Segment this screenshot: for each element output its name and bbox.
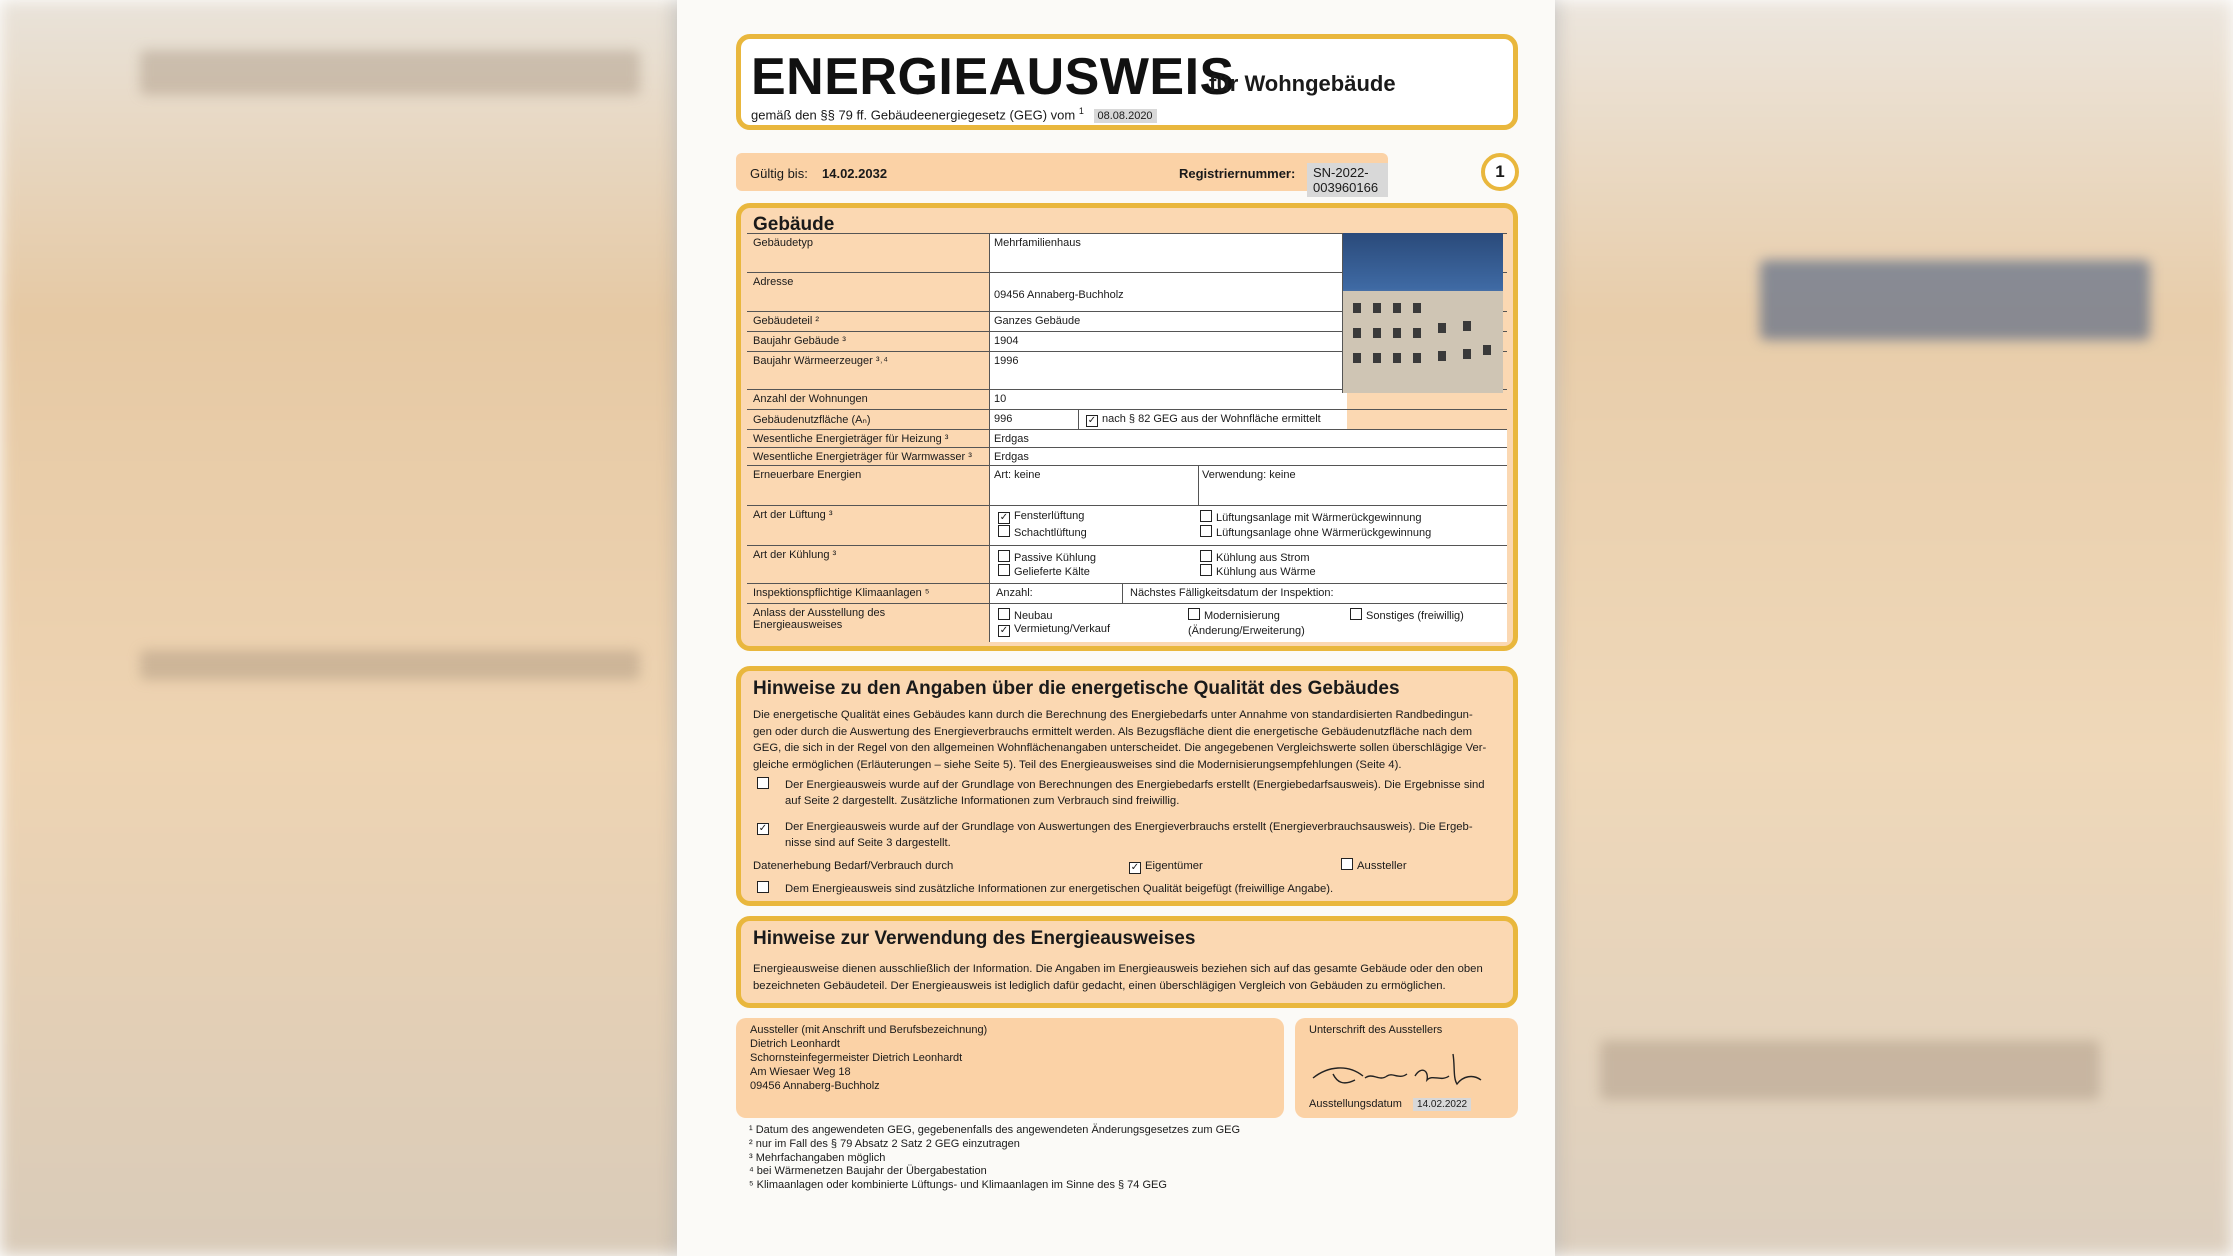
- window: [1393, 353, 1401, 363]
- option-text: nisse sind auf Seite 3 dargestellt.: [785, 837, 951, 849]
- checkbox[interactable]: [1188, 608, 1200, 620]
- option-label: Fensterlüftung: [1014, 510, 1085, 522]
- renewable-type-value: Art: keine: [994, 469, 1041, 481]
- signature-label: Unterschrift des Ausstellers: [1309, 1024, 1443, 1036]
- checkbox[interactable]: [998, 550, 1010, 562]
- row-label: Baujahr Gebäude ³: [753, 335, 846, 347]
- valid-until-label: Gültig bis:: [750, 166, 808, 181]
- floor-area-value: 996: [994, 413, 1013, 425]
- table-row: [747, 409, 1507, 430]
- checkbox[interactable]: [998, 564, 1010, 576]
- table-row: [747, 583, 1507, 604]
- warm-water-energy-value: Erdgas: [994, 451, 1029, 463]
- window: [1373, 328, 1381, 338]
- building-facade: [1343, 291, 1503, 393]
- blur-shape: [1760, 260, 2150, 340]
- blurred-background-left: [0, 0, 680, 1256]
- cooling-opt4: [1200, 564, 1316, 578]
- row-label: Adresse: [753, 276, 794, 288]
- footnotes: [749, 1124, 1240, 1193]
- checkbox[interactable]: [1200, 564, 1212, 576]
- value-cell: [989, 584, 1507, 604]
- table-row: [747, 447, 1507, 466]
- demand-option: [757, 777, 1509, 807]
- window: [1483, 345, 1491, 355]
- ac-count-label: Anzahl:: [996, 587, 1033, 599]
- usage-notes-text: [753, 961, 1505, 994]
- ventilation-opt2: [998, 525, 1087, 539]
- row-label: Gebäudetyp: [753, 237, 813, 249]
- option-label: Gelieferte Kälte: [1014, 566, 1090, 578]
- value-cell: [989, 430, 1507, 448]
- handwritten-signature: [1303, 1036, 1503, 1092]
- reason-opt3: [1188, 608, 1318, 639]
- checkbox[interactable]: [1341, 858, 1353, 870]
- footnote: ⁴ bei Wärmenetzen Baujahr der Übergabestation: [749, 1165, 987, 1178]
- energy-certificate-page: [677, 0, 1555, 1256]
- address-value: 09456 Annaberg-Buchholz: [994, 289, 1124, 301]
- window: [1413, 353, 1421, 363]
- window: [1463, 349, 1471, 359]
- reason-opt2: [998, 623, 1110, 637]
- building-photo: [1342, 233, 1503, 393]
- window: [1353, 328, 1361, 338]
- cell-divider: [1122, 584, 1123, 604]
- checkbox-checked[interactable]: ✓: [1087, 415, 1097, 426]
- option-text: Der Energieausweis wurde auf der Grundlage von Berechnungen des Energiebedarfs erstellt (Energiebedarfsausweis). Die Ergebnisse sind: [785, 779, 1485, 791]
- checkbox[interactable]: [998, 525, 1010, 537]
- data-collection-row: [753, 858, 1505, 875]
- window: [1413, 303, 1421, 313]
- row-label: Art der Kühlung ³: [753, 549, 837, 561]
- reason-opt4: [1350, 608, 1464, 622]
- option-label: Kühlung aus Wärme: [1216, 566, 1316, 578]
- value-cell: [989, 390, 1347, 410]
- owner-option: [1129, 858, 1203, 875]
- table-row: [747, 465, 1507, 506]
- option-label: Kühlung aus Strom: [1216, 552, 1310, 564]
- row-label: Gebäudenutzfläche (Aₙ): [753, 414, 871, 426]
- issue-date-row: [1309, 1098, 1471, 1112]
- window: [1353, 303, 1361, 313]
- blur-shape: [1600, 1040, 2100, 1100]
- signature-box: [1295, 1018, 1518, 1118]
- row-label: Anlass der Ausstellung des Energieausweises: [753, 607, 886, 631]
- row-label: Baujahr Wärmeerzeuger ³˒⁴: [753, 355, 888, 367]
- row-label: Anzahl der Wohnungen: [753, 393, 868, 405]
- issuer-line: 09456 Annaberg-Buchholz: [750, 1080, 880, 1092]
- ventilation-opt3: [1200, 510, 1421, 524]
- option-label: Sonstiges (freiwillig): [1366, 610, 1464, 622]
- usage-line: bezeichneten Gebäudeteil. Der Energieausweis ist lediglich dafür gedacht, einen überschlägigen Vergleich von Gebäuden zu ermöglichen.: [753, 979, 1446, 992]
- value-cell: [989, 448, 1507, 466]
- ac-inspection-label: Nächstes Fälligkeitsdatum der Inspektion:: [1130, 587, 1334, 599]
- page-number-badge: 1: [1481, 153, 1519, 191]
- footnote: ⁵ Klimaanlagen oder kombinierte Lüftungs- und Klimaanlagen im Sinne des § 74 GEG: [749, 1179, 1167, 1192]
- issuer-line: Dietrich Leonhardt: [750, 1038, 840, 1050]
- row-label: Gebäudeteil ²: [753, 315, 820, 327]
- building-part-value: Ganzes Gebäude: [994, 315, 1081, 327]
- cooling-opt1: [998, 550, 1096, 564]
- footnote: ³ Mehrfachangaben möglich: [749, 1151, 886, 1164]
- intro-line: Die energetische Qualität eines Gebäudes kann durch die Berechnung des Energiebedarfs unter Annahme von standardisierten Randbedingun-: [753, 709, 1473, 721]
- issuer-box: [736, 1018, 1284, 1118]
- checkbox[interactable]: [1200, 510, 1212, 522]
- building-section-title: Gebäude: [753, 214, 835, 235]
- checkbox[interactable]: [757, 881, 769, 893]
- row-label: Erneuerbare Energien: [753, 469, 862, 481]
- usage-notes-panel: [736, 916, 1518, 1008]
- usage-notes-title: Hinweise zur Verwendung des Energieausweises: [753, 928, 1196, 949]
- checkbox-checked[interactable]: ✓: [999, 625, 1009, 636]
- usage-line: Energieausweise dienen ausschließlich der Information. Die Angaben im Energieausweis beziehen sich auf das gesamte Gebäude oder den oben: [753, 963, 1483, 975]
- issuer-line: Am Wiesaer Weg 18: [750, 1066, 851, 1078]
- additional-info-option: [757, 881, 1509, 898]
- renewable-use-value: Verwendung: keine: [1202, 469, 1296, 481]
- document-subtitle: für Wohngebäude: [1209, 71, 1396, 96]
- checkbox-checked[interactable]: ✓: [1130, 862, 1140, 873]
- option-label: Schachtlüftung: [1014, 527, 1087, 539]
- window: [1373, 353, 1381, 363]
- heating-energy-value: Erdgas: [994, 433, 1029, 445]
- value-cell: [989, 352, 1347, 390]
- consumption-option: [757, 819, 1509, 849]
- value-cell: [989, 506, 1507, 546]
- window: [1393, 328, 1401, 338]
- option-text: Der Energieausweis wurde auf der Grundlage von Auswertungen des Energieverbrauchs erstellt (Energieverbrauchsausweis). Die Ergeb-: [785, 821, 1473, 833]
- window: [1438, 351, 1446, 361]
- ventilation-opt4: [1200, 525, 1431, 539]
- floor-area-check: [1086, 413, 1321, 427]
- checkbox[interactable]: [998, 608, 1010, 620]
- table-row: [747, 603, 1507, 642]
- row-label: Art der Lüftung ³: [753, 509, 833, 521]
- option-label: Lüftungsanlage ohne Wärmerückgewinnung: [1216, 527, 1432, 539]
- footnote: ² nur im Fall des § 79 Absatz 2 Satz 2 GEG einzutragen: [749, 1137, 1020, 1150]
- value-cell: [989, 410, 1347, 430]
- issue-date-label: Ausstellungsdatum: [1309, 1098, 1402, 1110]
- year-built-value: 1904: [994, 335, 1019, 347]
- cell-divider: [1198, 466, 1199, 506]
- building-type-value: Mehrfamilienhaus: [994, 237, 1081, 249]
- checkbox[interactable]: [1200, 525, 1212, 537]
- quality-notes-title: Hinweise zu den Angaben über die energetische Qualität des Gebäudes: [753, 678, 1400, 699]
- validity-bar: [736, 153, 1388, 195]
- row-label: Wesentliche Energieträger für Warmwasser ³: [753, 451, 972, 463]
- table-row: [747, 505, 1507, 546]
- option-label: Modernisierung (Änderung/Erweiterung): [1188, 610, 1305, 637]
- cell-divider: [1078, 410, 1079, 430]
- quality-notes-panel: [736, 666, 1518, 906]
- window: [1438, 323, 1446, 333]
- value-cell: [989, 332, 1347, 352]
- checkbox[interactable]: [757, 777, 769, 789]
- window: [1413, 328, 1421, 338]
- title-panel: [736, 34, 1518, 130]
- ventilation-opt1: [998, 510, 1084, 524]
- option-label: Aussteller: [1357, 860, 1407, 872]
- row-label: Wesentliche Energieträger für Heizung ³: [753, 433, 949, 445]
- value-cell: [989, 604, 1507, 642]
- value-cell: [989, 466, 1507, 506]
- issuer-option: [1341, 858, 1407, 875]
- option-label: Lüftungsanlage mit Wärmerückgewinnung: [1216, 512, 1422, 524]
- valid-until-value: 14.02.2032: [822, 166, 888, 181]
- option-text: auf Seite 2 dargestellt. Zusätzliche Informationen zum Verbrauch sind freiwillig.: [785, 795, 1180, 807]
- option-label: Passive Kühlung: [1014, 552, 1096, 564]
- footnote: ¹ Datum des angewendeten GEG, gegebenenfalls des angewendeten Änderungsgesetzes zum GEG: [749, 1124, 1241, 1136]
- law-date: 08.08.2020: [1094, 109, 1157, 123]
- floor-area-check-label: nach § 82 GEG aus der Wohnfläche ermittelt: [1102, 413, 1321, 425]
- blur-shape: [140, 50, 640, 95]
- cooling-opt3: [1200, 550, 1310, 564]
- registration-label: Registriernummer:: [1179, 166, 1296, 181]
- document-title: ENERGIEAUSWEIS: [751, 48, 1235, 106]
- law-text: gemäß den §§ 79 ff. Gebäudeenergiegesetz (GEG) vom: [751, 107, 1076, 123]
- option-text: Dem Energieausweis sind zusätzliche Informationen zur energetischen Qualität beigefügt (freiwillige Angabe).: [785, 883, 1334, 895]
- checkbox[interactable]: [1350, 608, 1362, 620]
- checkbox-checked[interactable]: ✓: [758, 823, 768, 834]
- quality-notes-intro: [753, 707, 1505, 773]
- option-label: Eigentümer: [1145, 860, 1203, 872]
- window: [1393, 303, 1401, 313]
- option-label: Vermietung/Verkauf: [1014, 623, 1111, 635]
- law-footnote-ref: 1: [1078, 106, 1084, 116]
- registration-number: SN-2022-003960166: [1307, 163, 1388, 197]
- value-cell: [989, 312, 1347, 332]
- value-cell: [989, 234, 1347, 273]
- intro-line: gen oder durch die Auswertung des Energieverbrauchs ermittelt werden. Als Bezugsfläche dient die energetische Gebäudenutzfläche nach dem: [753, 725, 1473, 738]
- issue-date-value: 14.02.2022: [1413, 1098, 1471, 1111]
- building-panel: [736, 203, 1518, 651]
- row-label: Inspektionspflichtige Klimaanlagen ⁵: [753, 587, 930, 599]
- intro-line: GEG, die sich in der Regel von den allgemeinen Wohnflächenangaben unterscheidet. Die angegebenen Vergleichswerte sollen überschlägige Ver-: [753, 742, 1487, 754]
- table-row: [747, 429, 1507, 448]
- table-row: [747, 545, 1507, 584]
- heater-year-value: 1996: [994, 355, 1019, 367]
- blur-shape: [140, 650, 640, 680]
- window: [1463, 321, 1471, 331]
- reason-opt1: [998, 608, 1053, 622]
- checkbox[interactable]: [1200, 550, 1212, 562]
- data-collection-label: Datenerhebung Bedarf/Verbrauch durch: [753, 860, 954, 872]
- cooling-opt2: [998, 564, 1090, 578]
- value-cell: [989, 273, 1347, 312]
- window: [1353, 353, 1361, 363]
- value-cell: [989, 546, 1507, 584]
- issuer-label: Aussteller (mit Anschrift und Berufsbezeichnung): [750, 1024, 988, 1036]
- law-reference: [751, 106, 1157, 122]
- intro-line: gleiche ermöglichen (Erläuterungen – siehe Seite 5). Teil des Energieausweises sind die Modernisierungsempfehlungen (Seite 4).: [753, 758, 1402, 771]
- window: [1373, 303, 1381, 313]
- checkbox-checked[interactable]: ✓: [999, 512, 1009, 523]
- option-label: Neubau: [1014, 610, 1053, 622]
- issuer-line: Schornsteinfegermeister Dietrich Leonhardt: [750, 1052, 963, 1064]
- apartment-count-value: 10: [994, 393, 1007, 405]
